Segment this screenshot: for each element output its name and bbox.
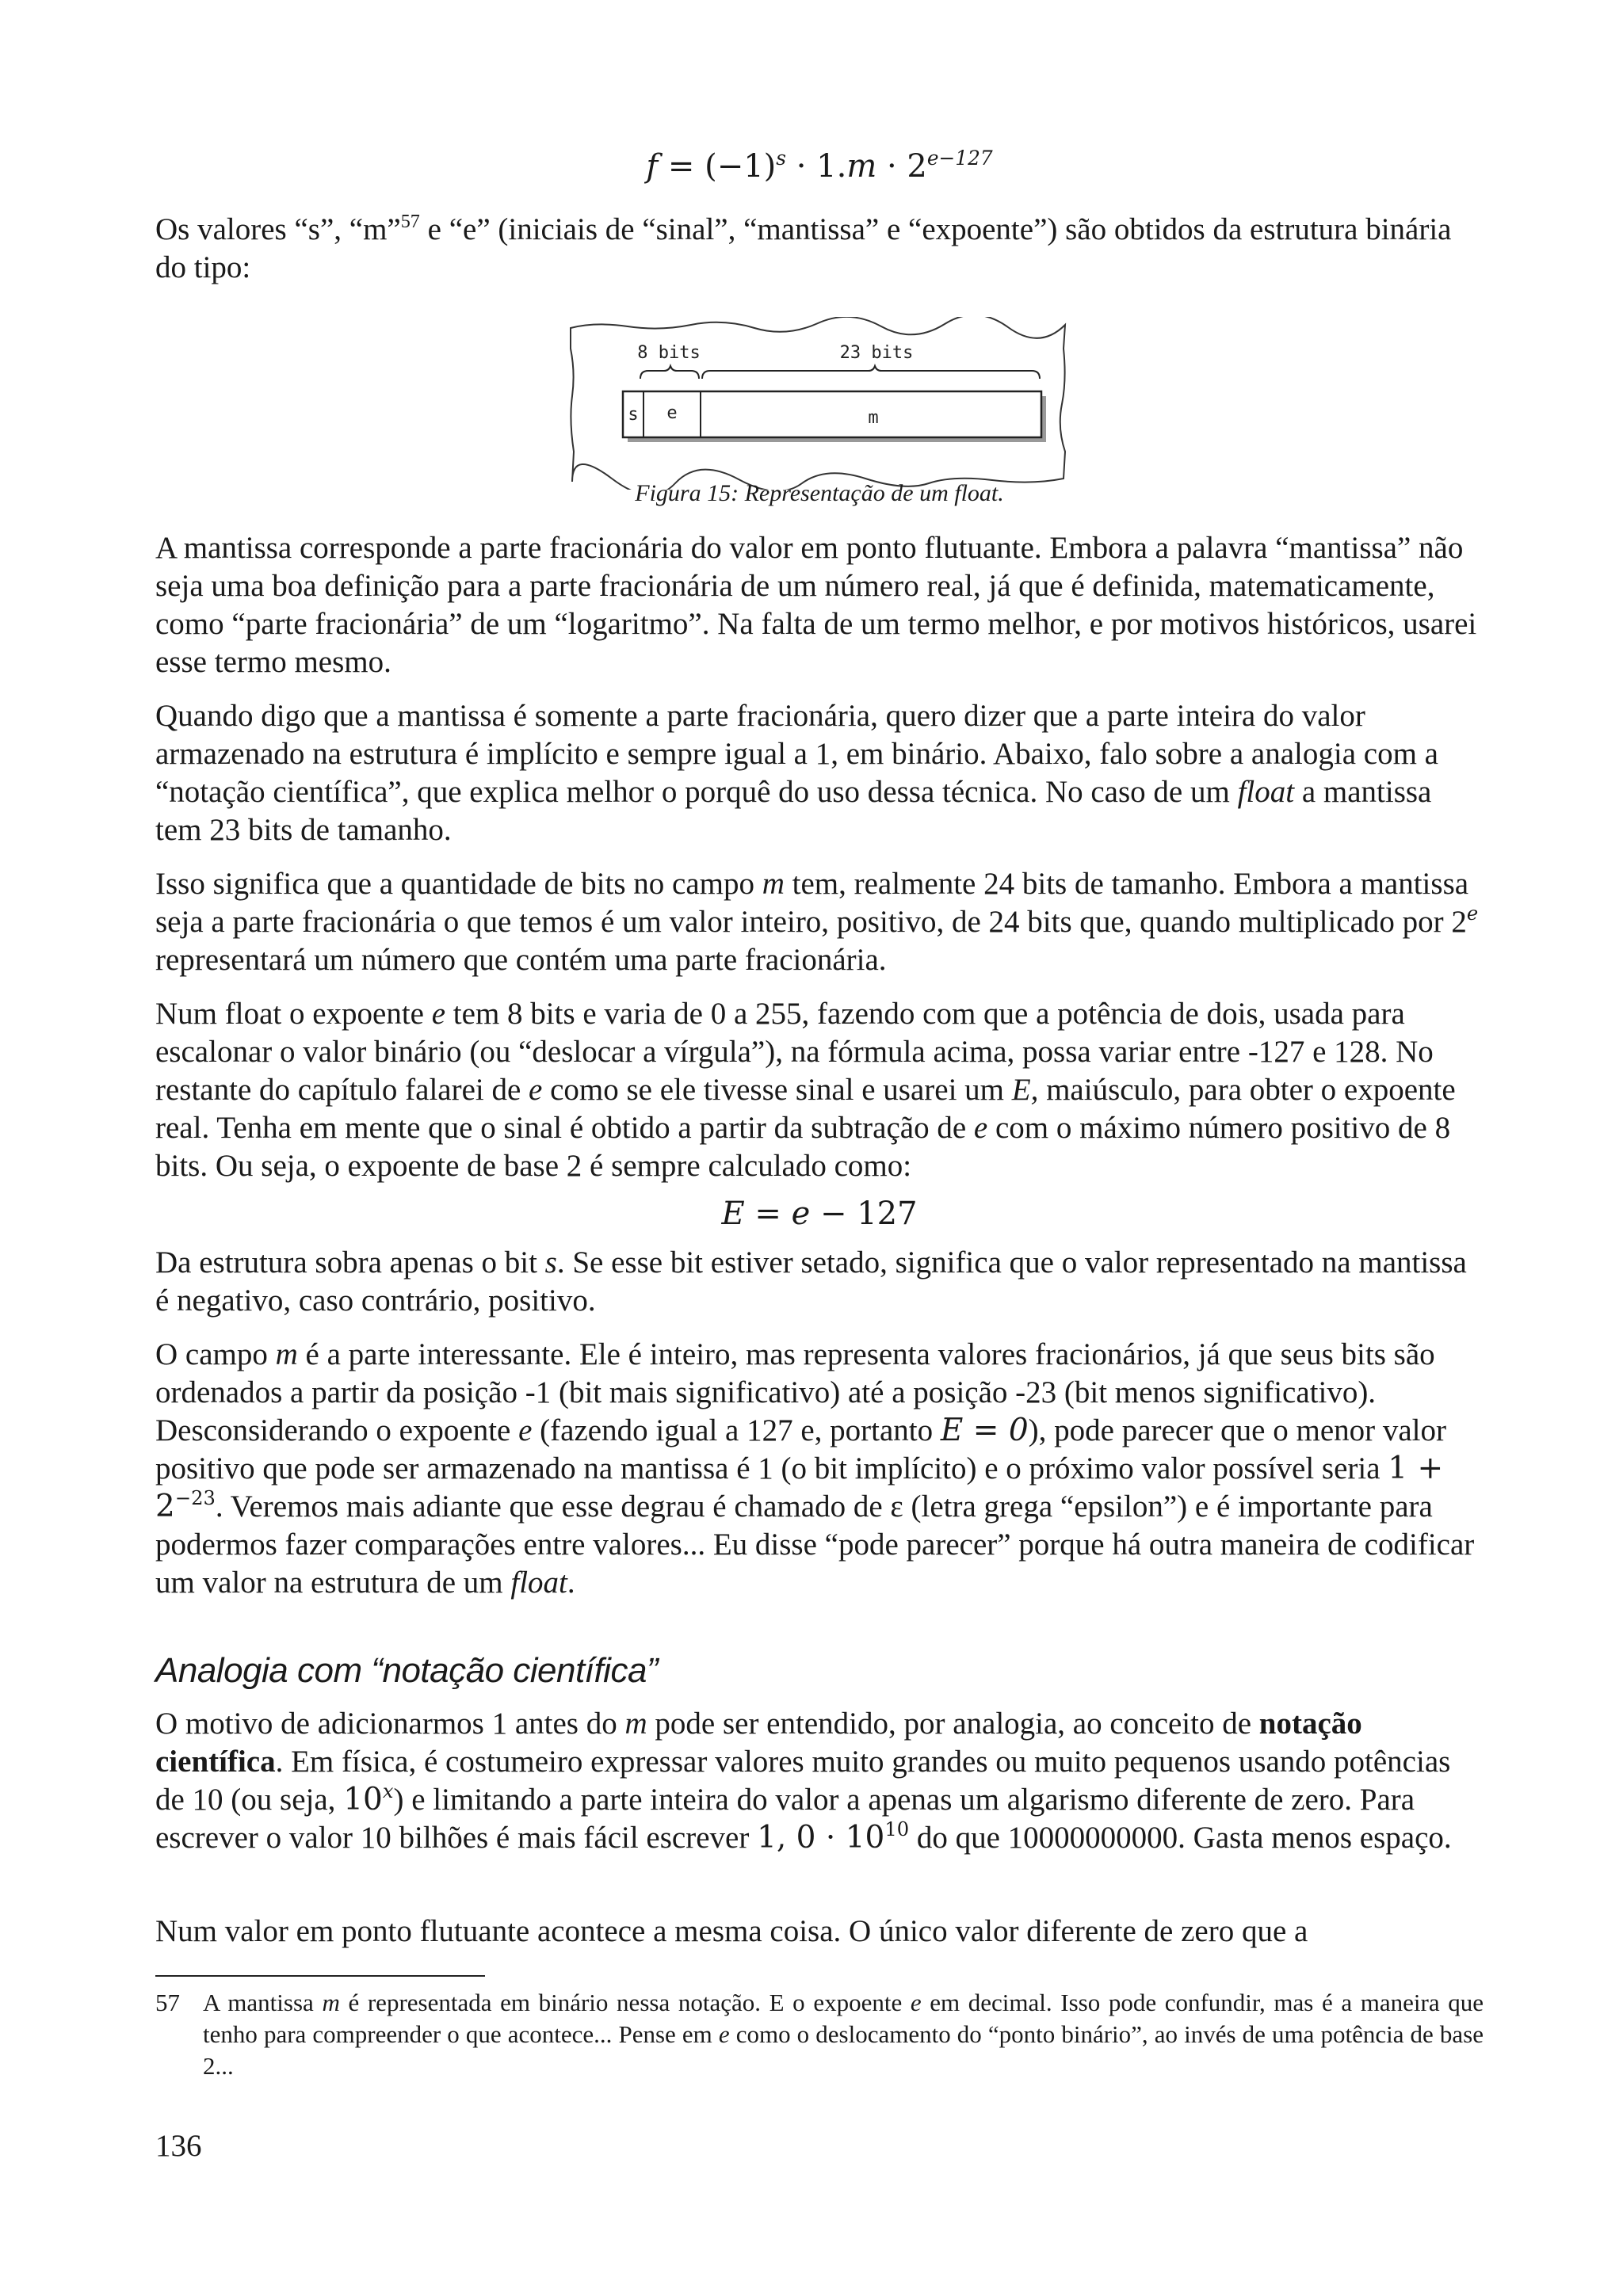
para6-d: ), pode parecer que o menor valor positivo que pode ser armazenado na mantissa é 1 (o bit implícito) e o próximo valor possível seria bbox=[155, 1413, 1447, 1486]
label-23-bits: 23 bits bbox=[839, 343, 914, 363]
para5-b: . Se esse bit estiver setado, significa que o valor representado na mantissa é negativo, caso contrário, positivo. bbox=[155, 1245, 1467, 1318]
footnote-ref-57[interactable]: 57 bbox=[400, 211, 420, 233]
paragraph-24-bits bbox=[155, 865, 1484, 979]
paragraph-m-field bbox=[155, 1336, 1484, 1602]
para7-d: ) e limitando a parte inteira do valor a apenas um algarismo diferente de zero. Para escrever o valor 10 bilhões é mais fácil escrever bbox=[155, 1783, 1415, 1855]
intro-text1: Os valores “s”, “m” bbox=[155, 212, 401, 246]
para4-e2: e bbox=[529, 1073, 543, 1107]
formula-mid-minus: − 127 bbox=[810, 1196, 918, 1232]
formula-float-value bbox=[155, 147, 1484, 185]
para4-a: Num float o expoente bbox=[155, 997, 432, 1031]
para7-x: x bbox=[382, 1780, 394, 1803]
para4-f: com o máximo número positivo de 8 bits. Ou seja, o expoente de base 2 é sempre calculado como: bbox=[155, 1111, 1451, 1183]
para4-c: como se ele tivesse sinal e usarei um bbox=[542, 1073, 1012, 1107]
formula-mid-E: E bbox=[721, 1196, 745, 1232]
field-e: e bbox=[666, 403, 678, 423]
fn-m: m bbox=[322, 1989, 340, 2016]
para6-float: float bbox=[510, 1566, 567, 1600]
formula-f: f bbox=[646, 148, 659, 185]
para4-e1: e bbox=[431, 997, 446, 1031]
formula-real-exponent bbox=[155, 1195, 1484, 1232]
formula-s-exp: s bbox=[776, 146, 787, 170]
para5-s: s bbox=[544, 1245, 557, 1280]
para7-ten-exp: 10 bbox=[884, 1818, 910, 1841]
paragraph-floating-point: Num valor em ponto flutuante acontece a mesma coisa. O único valor diferente de zero que a bbox=[155, 1914, 1308, 1948]
formula-exponent: e−127 bbox=[926, 146, 993, 170]
para7-bold: notação científica bbox=[155, 1707, 1362, 1779]
intro-paragraph bbox=[155, 211, 1484, 287]
paragraph-sign-bit bbox=[155, 1244, 1484, 1320]
fn-e1: e bbox=[910, 1989, 922, 2016]
paragraph-exponent bbox=[155, 995, 1484, 1185]
para3-c: representará um número que contém uma parte fracionária. bbox=[155, 943, 887, 977]
para7-f: do que 10000000000. Gasta menos espaço. bbox=[909, 1821, 1452, 1855]
para7-val: 1, 0 · 10 bbox=[757, 1820, 885, 1855]
para6-b: é a parte interessante. Ele é inteiro, mas representa valores fracionários, já que seus bits são ordenados a partir da posição -1 (bit mais significativo) até a posição -23 (bit menos significativo). Desconsiderando o expoente bbox=[155, 1337, 1435, 1447]
para2-a: Quando digo que a mantissa é somente a parte fracionária, quero dizer que a parte inteira do valor armazenado na estrutura é implícito e sempre igual a 1, em binário. Abaixo, falo sobre a analogia com a “notação científica”, que explica melhor o porquê do uso dessa técnica. No caso de um bbox=[155, 699, 1438, 809]
para6-expr: 1 + 2 bbox=[155, 1451, 1444, 1524]
para3-a: Isso significa que a quantidade de bits no campo bbox=[155, 867, 762, 901]
para6-f: . Veremos mais adiante que esse degrau é chamado de ε (letra grega “epsilon”) e é importante para podermos fazer comparações entre valores... Eu disse “pode parecer” porque há outra maneira de codificar um valor na estrutura de um bbox=[155, 1489, 1475, 1600]
label-8-bits: 8 bits bbox=[637, 343, 701, 363]
para6-E0: E = 0 bbox=[940, 1413, 1029, 1448]
fn-b: é representada em binário nessa notação. E o expoente bbox=[339, 1989, 911, 2016]
field-m: m bbox=[868, 408, 879, 428]
para2-float: float bbox=[1237, 775, 1295, 809]
section-heading: Analogia com “notação científica” bbox=[155, 1651, 659, 1690]
para7-ten: 10 bbox=[343, 1782, 383, 1817]
para6-c: (fazendo igual a 127 e, portanto bbox=[532, 1413, 941, 1447]
fn-e2: e bbox=[718, 2020, 730, 2048]
footnote-rule bbox=[155, 1975, 485, 1977]
intro-text2: e “e” (iniciais de “sinal”, “mantissa” e “expoente”) são obtidos da estrutura binária do tipo: bbox=[155, 212, 1452, 284]
para7-c: . Em física, é costumeiro expressar valores muito grandes ou muito pequenos usando potências de 10 (ou seja, bbox=[155, 1745, 1451, 1817]
para6-e: e bbox=[518, 1413, 533, 1447]
footnote-text bbox=[203, 1987, 1484, 2082]
paragraph-implicit-bit bbox=[155, 697, 1484, 849]
para6-m: m bbox=[275, 1337, 298, 1371]
para3-m: m bbox=[762, 867, 785, 901]
paragraph-mantissa: A mantissa corresponde a parte fracionária do valor em ponto flutuante. Embora a palavra “mantissa” não seja uma boa definição para a parte fracionária de um número real, já que é definida, matematicamente, como “parte fracionária” de um “logaritmo”. Na falta de um termo melhor, e por motivos históricos, usarei esse termo mesmo. bbox=[155, 531, 1477, 679]
para2-b: a mantissa tem 23 bits de tamanho. bbox=[155, 775, 1432, 847]
formula-dot1: · 1. bbox=[786, 148, 847, 185]
fn-c: em decimal. Isso pode confundir, mas é a maneira que tenho para compreender o que acontece... Pense em bbox=[203, 1989, 1484, 2048]
formula-mid-eq: = bbox=[744, 1196, 792, 1232]
formula-mid-e: e bbox=[791, 1196, 811, 1232]
para6-exp: −23 bbox=[174, 1487, 216, 1510]
brace-23-bits bbox=[702, 366, 1040, 379]
para3-b: tem, realmente 24 bits de tamanho. Embora a mantissa seja a parte fracionária o que temos é um valor inteiro, positivo, de 24 bits que, quando multiplicado por 2 bbox=[155, 867, 1469, 939]
formula-m: m bbox=[846, 148, 877, 185]
para4-e3: e bbox=[973, 1111, 988, 1145]
para6-a: O campo bbox=[155, 1337, 276, 1371]
para5-a: Da estrutura sobra apenas o bit bbox=[155, 1245, 545, 1280]
field-s: s bbox=[628, 405, 639, 425]
brace-8-bits bbox=[640, 366, 699, 379]
figure-caption: Figura 15: Representação de um float. bbox=[635, 480, 1004, 506]
para4-b: tem 8 bits e varia de 0 a 255, fazendo com que a potência de dois, usada para escalonar o valor binário (ou “deslocar a vírgula”), na fórmula acima, possa variar entre -127 e 128. No restante do capítulo falarei de bbox=[155, 997, 1434, 1107]
para4-d: maiúsculo, para obter o expoente real. Tenha em mente que o sinal é obtido a partir da subtração de bbox=[155, 1073, 1456, 1145]
para7-a: O motivo de adicionarmos 1 antes do bbox=[155, 1707, 625, 1741]
para7-b: pode ser entendido, por analogia, ao conceito de bbox=[647, 1707, 1259, 1741]
para6-g: . bbox=[567, 1566, 575, 1600]
footnote-number: 57 bbox=[155, 1989, 180, 2016]
paragraph-scientific-notation bbox=[155, 1705, 1484, 1857]
page-number: 136 bbox=[155, 2129, 202, 2163]
para3-e-exp: e bbox=[1466, 902, 1479, 925]
para7-m: m bbox=[624, 1707, 647, 1741]
para4-E: E, bbox=[1011, 1073, 1039, 1107]
float-structure-figure bbox=[564, 317, 1071, 490]
formula-dot2: · 2 bbox=[876, 148, 927, 185]
fn-a: A mantissa bbox=[203, 1989, 323, 2016]
struct-box bbox=[623, 391, 1041, 437]
fn-d: como o deslocamento do “ponto binário”, ao invés de uma potência de base 2... bbox=[203, 2020, 1484, 2080]
formula-eq: = (−1) bbox=[658, 148, 777, 185]
